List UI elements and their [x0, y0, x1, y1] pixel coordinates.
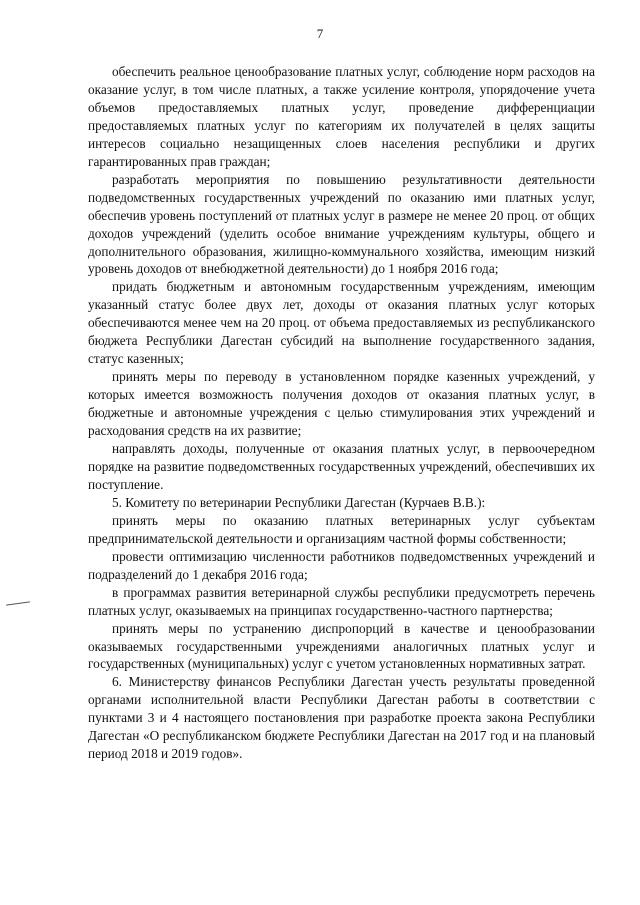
paragraph-staff-optimization: провести оптимизацию численности работников подведомственных учреждений и подразделений до 1 декабря 2016 года;: [88, 548, 595, 582]
paragraph-veterinary-committee: 5. Комитету по ветеринарии Республики Дагестан (Курчаев В.В.):: [112, 494, 486, 510]
margin-pen-mark: [6, 601, 30, 605]
paragraph-pricing: обеспечить реальное ценообразование платных услуг, соблюдение норм расходов на оказание услуг, в том числе платных, а также усиление контроля, упорядочение учета объемов предоставляемых платных услуг, проведение дифференциации предоставляемых платных услуг по категориям их получателей в целях защиты интересов социально незащищенных слоев населения республики и других гарантированных прав граждан;: [88, 64, 595, 169]
document-body: [88, 63, 595, 763]
paragraph-income-allocation: направлять доходы, полученные от оказания платных услуг, в первоочередном порядке на развитие подведомственных государственных учреждений, обеспечивших их поступление.: [88, 441, 595, 492]
paragraph-pricing-disproportions: принять меры по устранению диспропорций в качестве и ценообразовании оказываемых государственными учреждениями аналогичных платных услуг и государственных (муниципальных) услуг с учетом установленных нормативных затрат.: [88, 620, 595, 672]
page-number: 7: [316, 26, 324, 41]
paragraph-institution-status: придать бюджетным и автономным государственным учреждениям, имеющим указанный статус более двух лет, доходы от оказания платных услуг которых обеспечиваются менее чем на 20 проц. от объема предоставляемых из республиканского бюджета Республики Дагестан субсидий на выполнение государственного задания, статус казенных;: [88, 279, 595, 367]
paragraph-finance-ministry: 6. Министерству финансов Республики Дагестан учесть результаты проведенной органами исполнительной власти Республики Дагестан работы в соответствии с пунктами 3 и 4 настоящего постановления при разработке проекта закона Республики Дагестан «О республиканском бюджете Республики Дагестан на 2017 год и на плановый период 2018 и 2019 годов».: [88, 674, 595, 762]
paragraph-transfer-institutions: принять меры по переводу в установленном порядке казенных учреждений, у которых имеется возможность получения доходов от оказания платных услуг, в бюджетные и автономные учреждения с целью стимулирования этих учреждений и расходования средств на их развитие;: [88, 369, 595, 439]
paragraph-veterinary-services: принять меры по оказанию платных ветеринарных услуг субъектам предпринимательской деятельности и организациям частной формы собственности;: [88, 512, 595, 546]
paragraph-performance-measures: разработать мероприятия по повышению результативности деятельности подведомственных государственных учреждений по оказанию ими платных услуг, обеспечив уровень поступлений от платных услуг в размере не менее 20 проц. от общих доходов учреждений (уделить особое внимание учреждениям культуры, общего и дополнительного образования, жилищно-коммунального хозяйства, имеющим низкий уровень доходов от внебюджетной деятельности) до 1 ноября 2016 года;: [88, 171, 595, 277]
paragraph-development-programs: в программах развития ветеринарной службы республики предусмотреть перечень платных услуг, оказываемых на принципах государственно-частного партнерства;: [88, 584, 595, 618]
